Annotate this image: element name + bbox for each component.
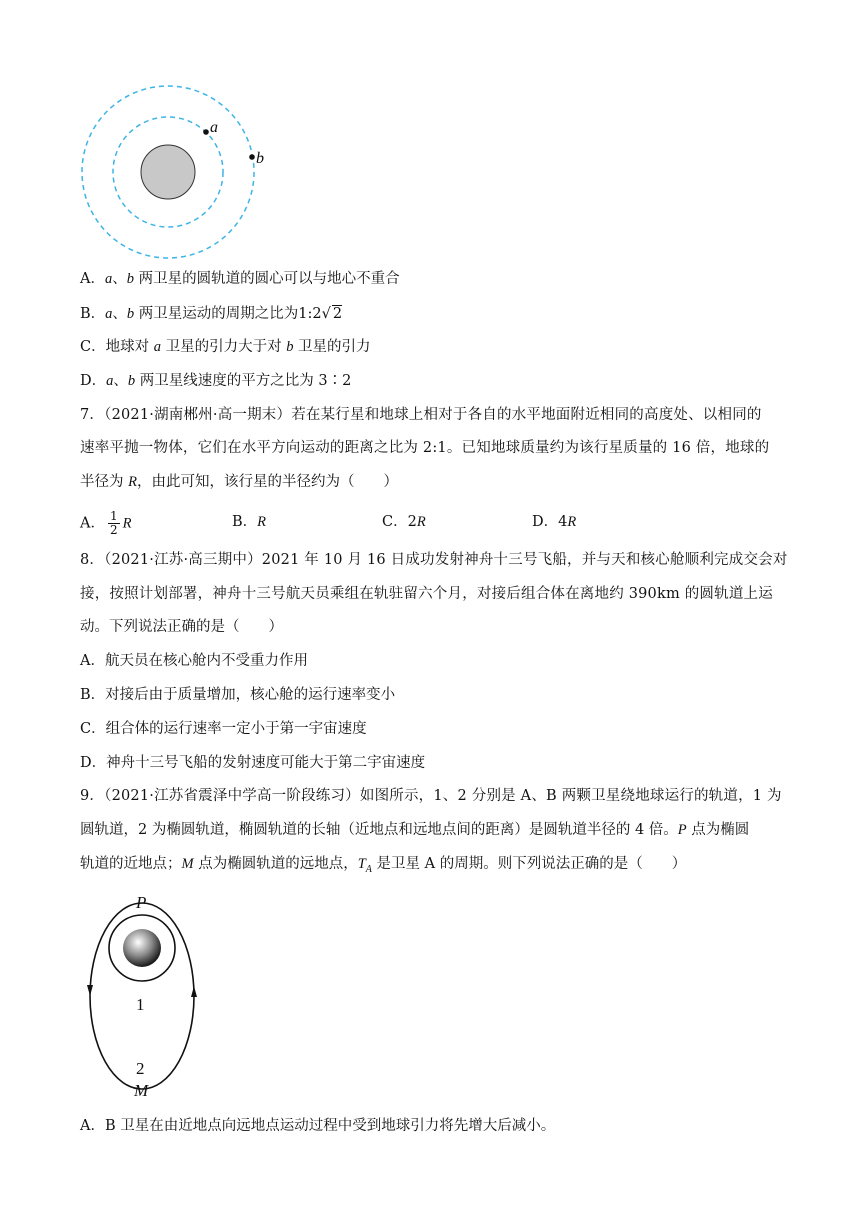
q6-option-d: D．a、b 两卫星线速度的平方之比为 3∶2 [80, 373, 352, 389]
label-1: 1 [136, 995, 145, 1014]
q7-option-c: C．2R [382, 514, 426, 530]
arrow-right [191, 986, 197, 997]
q6-option-b: B．a、b 两卫星运动的周期之比为1:2√ 2 [80, 306, 343, 322]
earth [123, 929, 161, 967]
q9-line-1: 9．（2021·江苏省震泽中学高一阶段练习）如图所示，1、2 分别是 A、B 两颗卫星绕地球运行的轨道，1 为 [80, 788, 782, 804]
fraction-one-half: $\frac{1}{2}$ [109, 509, 118, 537]
satellite-b [249, 154, 255, 160]
label-b: b [256, 150, 264, 167]
label-P: P [136, 893, 147, 912]
q7-option-b: B．R [232, 514, 267, 530]
orbit-diagram-2 [80, 890, 210, 1100]
q9-line-2: 圆轨道，2 为椭圆轨道，椭圆轨道的长轴（近地点和远地点间的距离）是圆轨道半径的 4 倍。P 点为椭圆 [80, 822, 750, 838]
q6-option-c: C．地球对 a 卫星的引力大于对 b 卫星的引力 [80, 339, 371, 355]
label-M: M [134, 1081, 149, 1100]
q8-line-1: 8．（2021·江苏·高三期中）2021 年 10 月 16 日成功发射神舟十三号飞船，并与天和核心舱顺利完成交会对 [80, 552, 788, 568]
q8-line-3: 动。下列说法正确的是（ ） [80, 619, 283, 635]
satellite-a [203, 129, 209, 135]
q7-line-1: 7．（2021·湖南郴州·高一期末）若在某行星和地球上相对于各自的水平地面附近相同的高度处、以相同的 [80, 407, 762, 423]
q9-line-3: 轨道的近地点；M 点为椭圆轨道的远地点，$T_A$ 是卫星 A 的周期。则下列说法正确的是（ ） [80, 856, 687, 875]
q8-option-a: A．航天员在核心舱内不受重力作用 [80, 653, 308, 669]
q7-option-a: A． $\frac{1}{2}$ R [80, 509, 132, 537]
q8-option-b: B．对接后由于质量增加，核心舱的运行速率变小 [80, 687, 396, 703]
q8-option-c: C．组合体的运行速率一定小于第一宇宙速度 [80, 721, 367, 737]
label-2: 2 [136, 1059, 145, 1078]
q7-line-2: 速率平抛一物体，它们在水平方向运动的距离之比为 2:1。已知地球质量约为该行星质量的 16 倍，地球的 [80, 440, 770, 456]
arrow-left [87, 985, 93, 996]
earth [141, 145, 195, 199]
q8-option-d: D．神舟十三号飞船的发射速度可能大于第二宇宙速度 [80, 755, 426, 771]
q6-option-a: A．a、b 两卫星的圆轨道的圆心可以与地心不重合 [80, 271, 400, 287]
orbit-diagram-1 [80, 70, 280, 270]
q7-option-d: D．4R [532, 514, 577, 530]
q8-line-2: 接，按照计划部署，神舟十三号航天员乘组在轨驻留六个月，对接后组合体在离地约 390km 的圆轨道上运 [80, 586, 773, 602]
q9-option-a: A．B 卫星在由近地点向远地点运动过程中受到地球引力将先增大后减小。 [80, 1118, 556, 1134]
q7-line-3: 半径为 R，由此可知，该行星的半径约为（ ） [80, 474, 398, 490]
label-a: a [210, 119, 218, 136]
